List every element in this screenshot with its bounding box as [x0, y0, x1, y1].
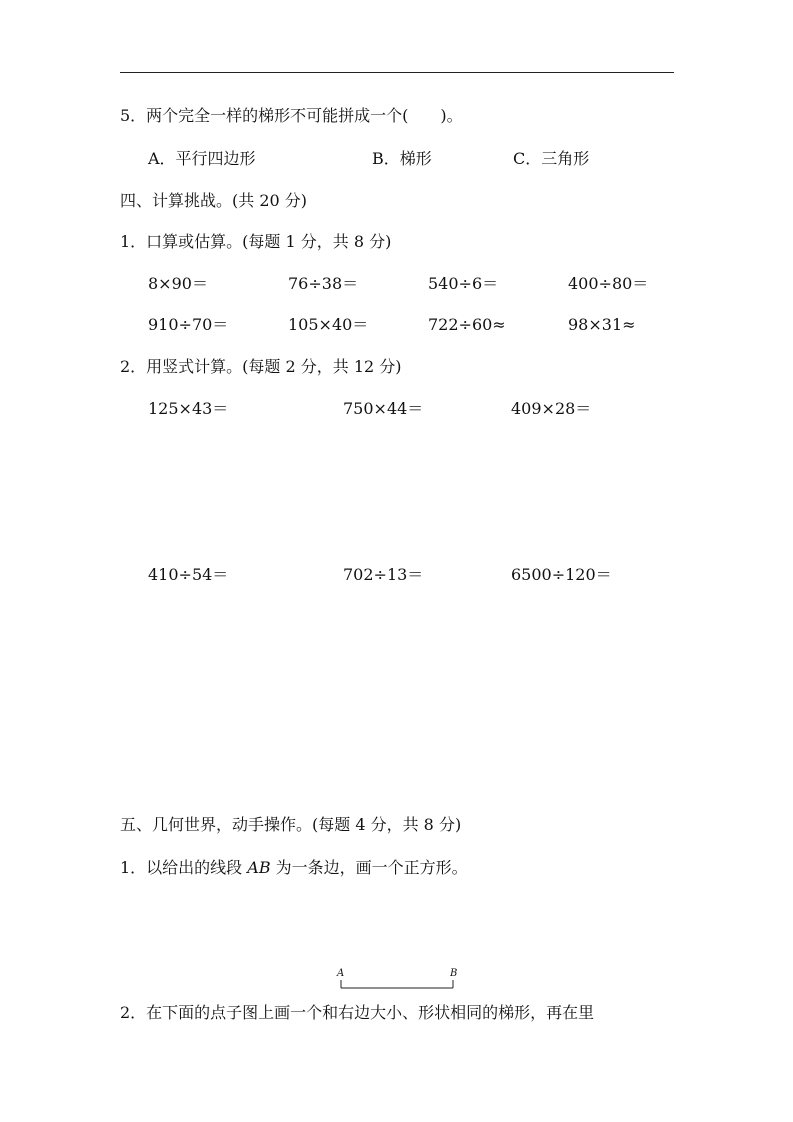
mental-calc-item: 105×40＝	[288, 315, 369, 334]
q5-option-a: A．平行四边形	[148, 149, 256, 168]
mental-calc-item: 8×90＝	[148, 274, 208, 293]
segment-ab-drawing	[340, 980, 454, 990]
vertical-calc-item: 409×28＝	[511, 399, 592, 418]
section4-part1-title: 1．口算或估算。(每题 1 分，共 8 分)	[120, 232, 392, 251]
mental-calc-item: 76÷38＝	[288, 274, 359, 293]
q5-option-b: B．梯形	[372, 149, 432, 168]
section4-title: 四、计算挑战。(共 20 分)	[120, 191, 308, 210]
vertical-calc-item: 750×44＝	[343, 399, 424, 418]
section5-q1	[120, 858, 468, 878]
mental-calc-item: 98×31≈	[568, 315, 636, 334]
segment-name: AB	[247, 858, 271, 877]
header-rule	[120, 72, 674, 73]
section4-part2-title: 2．用竖式计算。(每题 2 分，共 12 分)	[120, 357, 402, 376]
mental-calc-item: 540÷6＝	[428, 274, 499, 293]
section5-q1-suffix: 为一条边，画一个正方形。	[270, 858, 468, 877]
section5-q1-prefix: 1．以给出的线段	[120, 858, 248, 877]
mental-calc-item: 910÷70＝	[148, 315, 229, 334]
segment-ab	[340, 980, 454, 988]
point-b-label: B	[450, 968, 458, 979]
section5-q2: 2．在下面的点子图上画一个和右边大小、形状相同的梯形，再在里	[120, 1003, 595, 1022]
q5-option-c: C．三角形	[513, 149, 590, 168]
section5-title: 五、几何世界，动手操作。(每题 4 分，共 8 分)	[120, 815, 462, 834]
vertical-calc-item: 6500÷120＝	[511, 565, 612, 584]
vertical-calc-item: 702÷13＝	[343, 565, 424, 584]
vertical-calc-item: 125×43＝	[148, 399, 229, 418]
mental-calc-item: 400÷80＝	[568, 274, 649, 293]
point-a-label: A	[337, 968, 345, 979]
vertical-calc-item: 410÷54＝	[148, 565, 229, 584]
q5-stem: 5．两个完全一样的梯形不可能拼成一个( )。	[120, 106, 463, 125]
mental-calc-item: 722÷60≈	[428, 315, 506, 334]
